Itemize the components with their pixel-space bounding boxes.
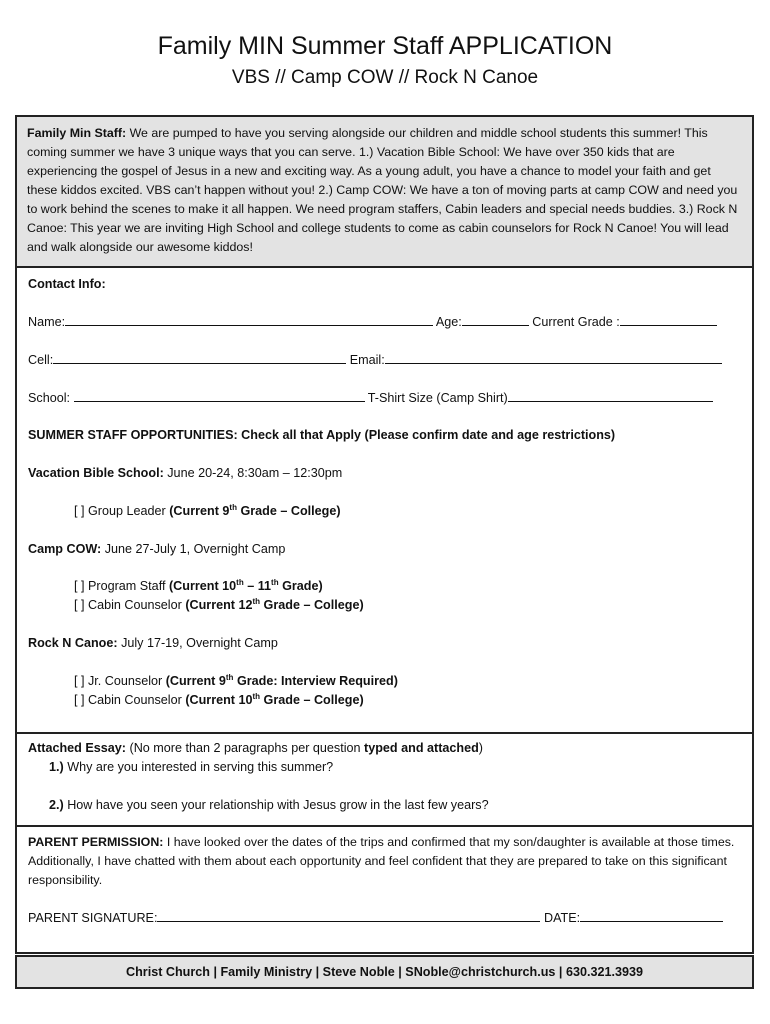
- cell-field[interactable]: [53, 351, 346, 364]
- intro-text: We are pumped to have you serving alongside our children and middle school students this summer! This coming summer we have 3 unique ways that you can serve. 1.) Vacation Bible School: We have over 350 kids that are experiencing the gospel of Jesus in a new and exciting way. As a young adult, you have a chance to model your faith and get these kiddos excited. VBS can’t happen without you! 2.) Camp COW: We have a ton of moving parts at camp COW and need you to work behind the scenes to make it all happen. We need program staffers, Cabin leaders and special needs buddies. 3.) Rock N Canoe: This year we are inviting High School and college students to come as cabin counselors for Rock N Canoe! You will lead and walk alongside our awesome kiddos!: [27, 126, 738, 254]
- rnc-cabin-counselor-option[interactable]: [74, 691, 364, 709]
- essay-q2-number: 2.): [49, 798, 64, 812]
- name-row: [28, 313, 717, 331]
- group-leader-checkbox[interactable]: [ ] Group Leader: [74, 504, 170, 518]
- name-field[interactable]: [65, 313, 433, 326]
- group-leader-option[interactable]: [74, 502, 341, 520]
- group-leader-sup: th: [229, 502, 237, 512]
- rnc-cabin-counselor-sup: th: [252, 691, 261, 701]
- school-field[interactable]: [74, 389, 365, 402]
- essay-question-1: [49, 758, 333, 776]
- essay-label: Attached Essay:: [28, 741, 126, 755]
- program-staff-req-a: (Current 10: [168, 579, 237, 593]
- signature-label: PARENT SIGNATURE:: [28, 911, 158, 925]
- grade-label: Current Grade :: [528, 315, 620, 329]
- name-label: Name:: [28, 315, 66, 329]
- essay-q1-number: 1.): [49, 760, 64, 774]
- program-staff-option[interactable]: [74, 577, 323, 595]
- email-label: Email:: [346, 353, 385, 367]
- jr-counselor-sup: th: [225, 672, 234, 682]
- jr-counselor-req-a: (Current 9: [165, 674, 226, 688]
- intro-label: Family Min Staff:: [27, 126, 127, 140]
- email-field[interactable]: [385, 351, 722, 364]
- program-staff-sup2: th: [271, 577, 279, 587]
- rock-n-canoe-details: July 17-19, Overnight Camp: [117, 636, 278, 650]
- rock-n-canoe-row: [28, 634, 278, 652]
- grade-field[interactable]: [620, 313, 717, 326]
- cow-cabin-counselor-option[interactable]: [74, 596, 364, 614]
- essay-q1-text: Why are you interested in serving this summer?: [63, 760, 334, 774]
- cow-cabin-counselor-sup: th: [252, 596, 261, 606]
- program-staff-req-b: Grade): [278, 579, 323, 593]
- essay-text-b: ): [478, 741, 483, 755]
- essay-text-a: (No more than 2 paragraphs per question: [126, 741, 365, 755]
- group-leader-req-a: (Current 9: [169, 504, 230, 518]
- vbs-row: [28, 464, 342, 482]
- camp-cow-details: June 27-July 1, Overnight Camp: [101, 542, 286, 556]
- essay-question-2: [49, 796, 489, 814]
- cell-row: [28, 351, 722, 369]
- intro-section: [15, 115, 754, 268]
- contact-section: [15, 266, 754, 734]
- rnc-cabin-counselor-checkbox[interactable]: [ ] Cabin Counselor: [74, 693, 186, 707]
- signature-field[interactable]: [157, 909, 540, 922]
- jr-counselor-option[interactable]: [74, 672, 398, 690]
- tshirt-field[interactable]: [508, 389, 713, 402]
- program-staff-sup1: th: [236, 577, 244, 587]
- rnc-cabin-counselor-req-a: (Current 10: [185, 693, 253, 707]
- contact-heading: Contact Info:: [28, 277, 106, 291]
- camp-cow-row: [28, 540, 285, 558]
- cow-cabin-counselor-req-a: (Current 12: [185, 598, 253, 612]
- vbs-label: Vacation Bible School:: [28, 466, 164, 480]
- date-field[interactable]: [580, 909, 723, 922]
- essay-text-bold: typed and attached: [364, 741, 479, 755]
- essay-q2-text: How have you seen your relationship with Jesus grow in the last few years?: [63, 798, 489, 812]
- parent-permission-label: PARENT PERMISSION:: [28, 835, 164, 849]
- jr-counselor-req-b: Grade: Interview Required): [233, 674, 398, 688]
- program-staff-req-mid: – 11: [243, 579, 272, 593]
- school-label: School:: [28, 391, 74, 405]
- program-staff-checkbox[interactable]: [ ] Program Staff: [74, 579, 169, 593]
- parent-permission-paragraph: [28, 833, 740, 890]
- age-field[interactable]: [462, 313, 529, 326]
- rock-n-canoe-label: Rock N Canoe:: [28, 636, 118, 650]
- camp-cow-label: Camp COW:: [28, 542, 102, 556]
- essay-section: [15, 733, 754, 827]
- parent-permission-text: I have looked over the dates of the trips and confirmed that my son/daughter is available at those times. Additionally, I have chatted with them about each opportunity and feel confident that they are prepared to take on this significant responsibility.: [28, 835, 735, 887]
- footer-contact: Christ Church | Family Ministry | Steve Noble | SNoble@christchurch.us | 630.321.3939: [15, 955, 754, 989]
- signature-row: [28, 909, 723, 927]
- age-label: Age:: [433, 315, 462, 329]
- tshirt-label: T-Shirt Size (Camp Shirt): [364, 391, 508, 405]
- rnc-cabin-counselor-req-b: Grade – College): [260, 693, 364, 707]
- cell-label: Cell:: [28, 353, 54, 367]
- date-label: DATE:: [540, 911, 581, 925]
- cow-cabin-counselor-checkbox[interactable]: [ ] Cabin Counselor: [74, 598, 186, 612]
- opportunities-heading: SUMMER STAFF OPPORTUNITIES: Check all that Apply (Please confirm date and age restrictions): [28, 428, 616, 442]
- cow-cabin-counselor-req-b: Grade – College): [260, 598, 364, 612]
- vbs-details: June 20-24, 8:30am – 12:30pm: [163, 466, 343, 480]
- parent-permission-section: [15, 826, 754, 954]
- form-subtitle: VBS // Camp COW // Rock N Canoe: [231, 67, 539, 88]
- essay-heading: [28, 739, 483, 757]
- form-title: Family MIN Summer Staff APPLICATION: [157, 32, 613, 60]
- jr-counselor-checkbox[interactable]: [ ] Jr. Counselor: [74, 674, 166, 688]
- school-row: [28, 389, 713, 407]
- group-leader-req-b: Grade – College): [236, 504, 341, 518]
